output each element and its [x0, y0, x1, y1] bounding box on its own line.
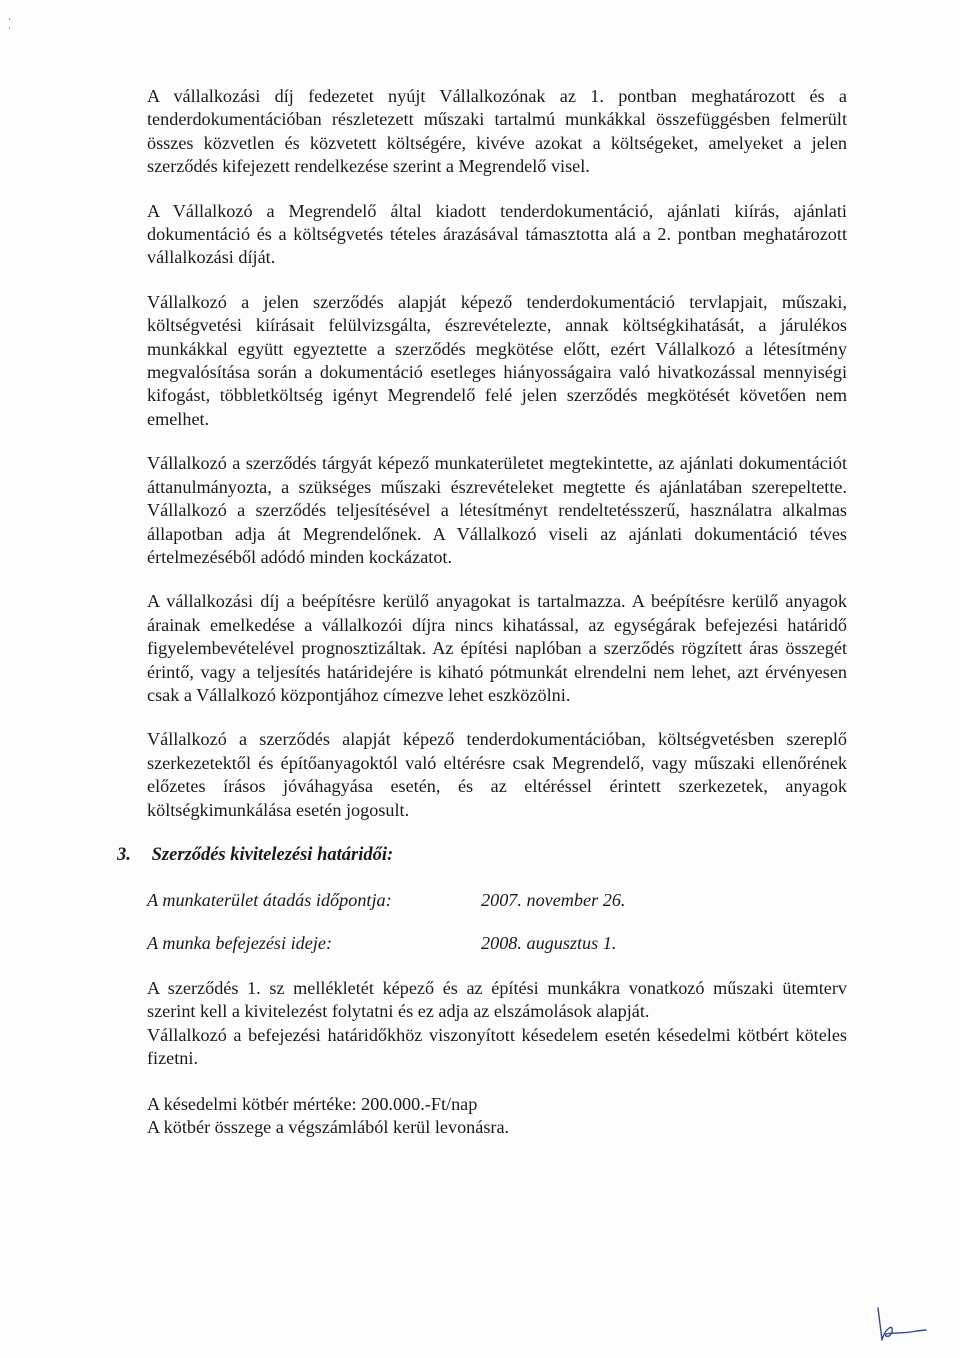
paragraph-site-inspection: Vállalkozó a szerződés tárgyát képező munkaterületet megtekintette, az ajánlati dokumentációt áttanulmányozta, a szükséges műszaki észrevételeket megtette és ajánlatában szerepeltette. Vállalkozó a szerződés teljesítésével a létesítményt rendeltetésszerű, használatra alkalmas állapotban adja át Megrendelőnek. A Vállalkozó viseli az ajánlati dokumentáció téves értelmezéséből adódó minden kockázatot.: [147, 453, 847, 567]
initials-signature: [870, 1304, 930, 1344]
schedule-date: 2007. november 26.: [481, 890, 626, 910]
schedule-row-completion: [147, 933, 616, 954]
penalty-rate: A késedelmi kötbér mértéke: 200.000.-Ft/nap: [147, 1093, 478, 1114]
paragraph-schedule-basis: A szerződés 1. sz mellékletét képező és az építési munkákra vonatkozó műszaki ütemterv szerint kell a kivitelezést folytatni és ez adja az elszámolások alapját.: [147, 978, 847, 1022]
paragraph-fee-coverage: A vállalkozási díj fedezetet nyújt Vállalkozónak az 1. pontban meghatározott és a tenderdokumentációban részletezett műszaki tartalmú munkákkal összefüggésben felmerült összes közvetlen és közvetett költségére, kivéve azokat a költségeket, amelyeket a jelen szerződés kifejezett rendelkezése szerint a Megrendelő visel.: [147, 86, 847, 177]
schedule-row-handover: [147, 890, 625, 911]
schedule-notes: [147, 977, 847, 1139]
section-title: Szerződés kivitelezési határidői:: [151, 845, 394, 865]
paragraph-deviation-approval: Vállalkozó a szerződés alapját képező tenderdokumentációban, költségvetésben szereplő szerkezetektől és építőanyagoktól való eltérésre csak Megrendelő, vagy műszaki ellenőrének előzetes írásos jóváhagyása esetén, és az eltéréssel érintett szerkezetek, anyagok költségkimunkálása esetén jogosult.: [147, 729, 847, 820]
schedule-date: 2008. augusztus 1.: [481, 933, 617, 953]
paragraph-delay-penalty: Vállalkozó a befejezési határidőkhöz viszonyított késedelem esetén késedelmi kötbért köteles fizetni.: [147, 1024, 847, 1069]
section-number: 3.: [117, 845, 131, 865]
paragraph-document-review: Vállalkozó a jelen szerződés alapját képező tenderdokumentáció tervlapjait, műszaki, költségvetési kiírásait felülvizsgálta, észrevételezte, annak költségkihatását, a járulékos munkákkal együtt egyeztette a szerződés megkötése előtt, ezért Vállalkozó a létesítmény megvalósítása során a dokumentáció esetleges hiányosságaira való hivatkozással mennyiségi kifogást, többletköltség igényt Megrendelő felé jelen szerződés megkötését követően nem emelhet.: [147, 291, 847, 429]
section-heading: [117, 845, 817, 866]
penalty-deduction: A kötbér összege a végszámlából kerül levonásra.: [147, 1117, 510, 1138]
paragraph-fee-basis: A Vállalkozó a Megrendelő által kiadott tenderdokumentáció, ajánlati kiírás, ajánlati dokumentáció és a költségvetés tételes árazásával támasztotta alá a 2. pontban meghatározott vállalkozási díját.: [147, 200, 847, 268]
paragraph-material-costs: A vállalkozási díj a beépítésre kerülő anyagokat is tartalmazza. A beépítésre kerülő anyagok árainak emelkedése a vállalkozói díjra nincs kihatással, az egységárak befejezési határidő figyelembevételével prognosztizáltak. Az építési naplóban a szerződés rögzített áras összegét érintő, vagy a teljesítés határidejére is kiható pótmunkát elrendelni nem lehet, azt érvényesen csak a Vállalkozó központjához címezve lehet eszközölni.: [147, 591, 847, 705]
body-text: [147, 85, 847, 843]
schedule-label: A munkaterület átadás időpontja:: [147, 890, 392, 910]
scan-speck: [8, 18, 12, 32]
schedule-label: A munka befejezési ideje:: [147, 933, 333, 953]
